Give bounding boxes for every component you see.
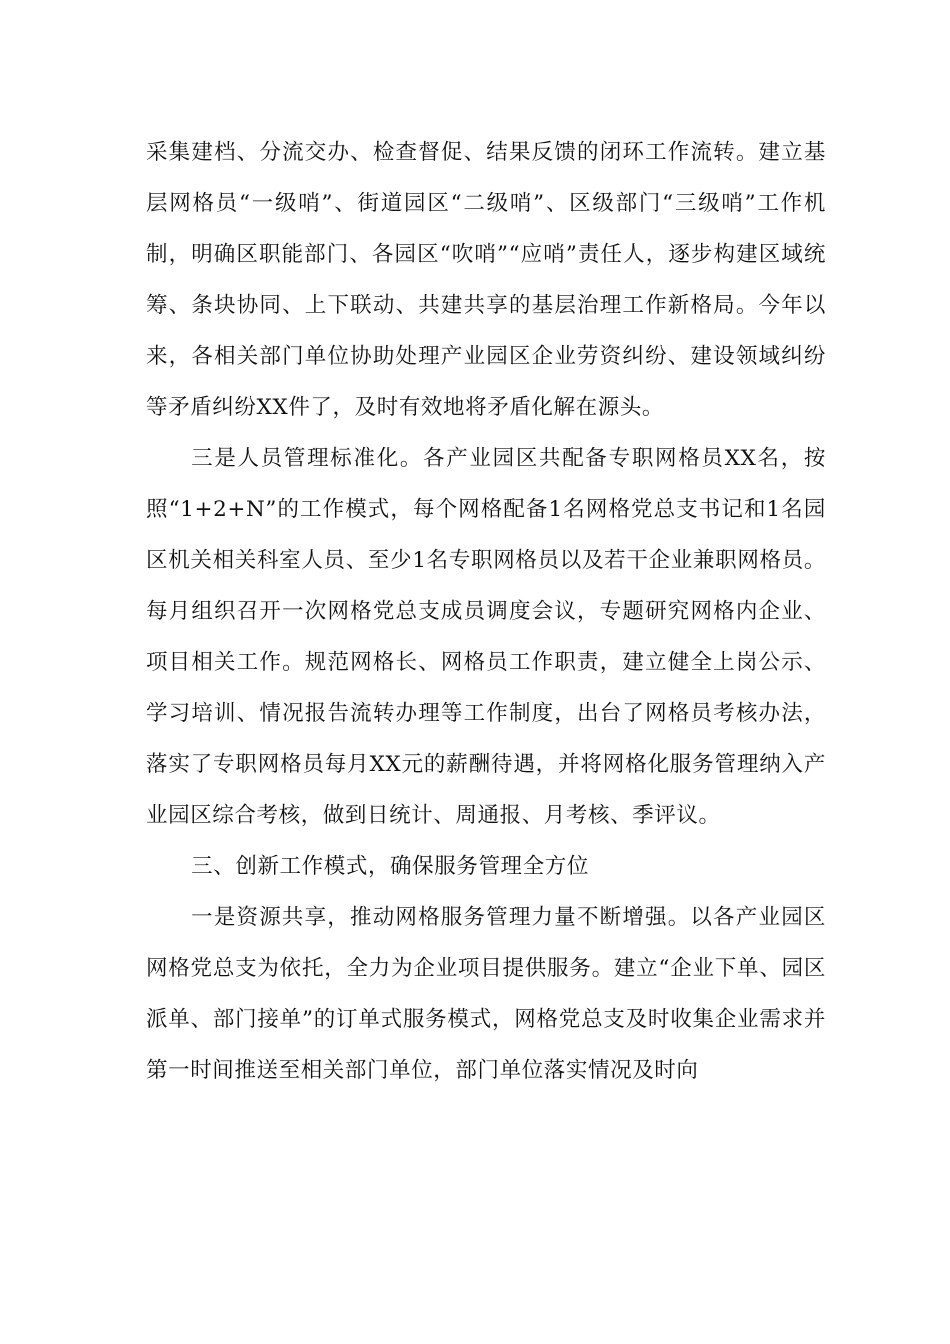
section-heading: 三、创新工作模式，确保服务管理全方位 <box>191 854 589 879</box>
paragraph-1: 采集建档、分流交办、检查督促、结果反馈的闭环工作流转。建立基层网格员“一级哨”、街道园区“二级哨”、区级部门“三级哨”工作机制，明确区职能部门、各园区“吹哨”“应哨”责任人，逐步构建区域统筹、条块协同、上下联动、共建共享的基层治理工作新格局。今年以来，各相关部门单位协助处理产业园区企业劳资纠纷、建设领域纠纷等矛盾纠纷XX件了，及时有效地将矛盾化解在源头。 <box>146 140 826 420</box>
paragraph-2: 三是人员管理标准化。各产业园区共配备专职网格员XX名，按照“1+2+N”的工作模式，每个网格配备1名网格党总支书记和1名园区机关相关科室人员、至少1名专职网格员以及若干企业兼职网格员。每月组织召开一次网格党总支成员调度会议，专题研究网格内企业、项目相关工作。规范网格长、网格员工作职责，建立健全上岗公示、学习培训、情况报告流转办理等工作制度，出台了网格员考核办法，落实了专职网格员每月XX元的薪酬待遇，并将网格化服务管理纳入产业园区综合考核，做到日统计、周通报、月考核、季评议。 <box>146 446 826 828</box>
paragraph-3: 一是资源共享，推动网格服务管理力量不断增强。以各产业园区网格党总支为依托，全力为企业项目提供服务。建立“企业下单、园区派单、部门接单”的订单式服务模式，网格党总支及时收集企业需求并第一时间推送至相关部门单位，部门单位落实情况及时向 <box>146 905 826 1083</box>
document-body <box>146 127 826 1096</box>
